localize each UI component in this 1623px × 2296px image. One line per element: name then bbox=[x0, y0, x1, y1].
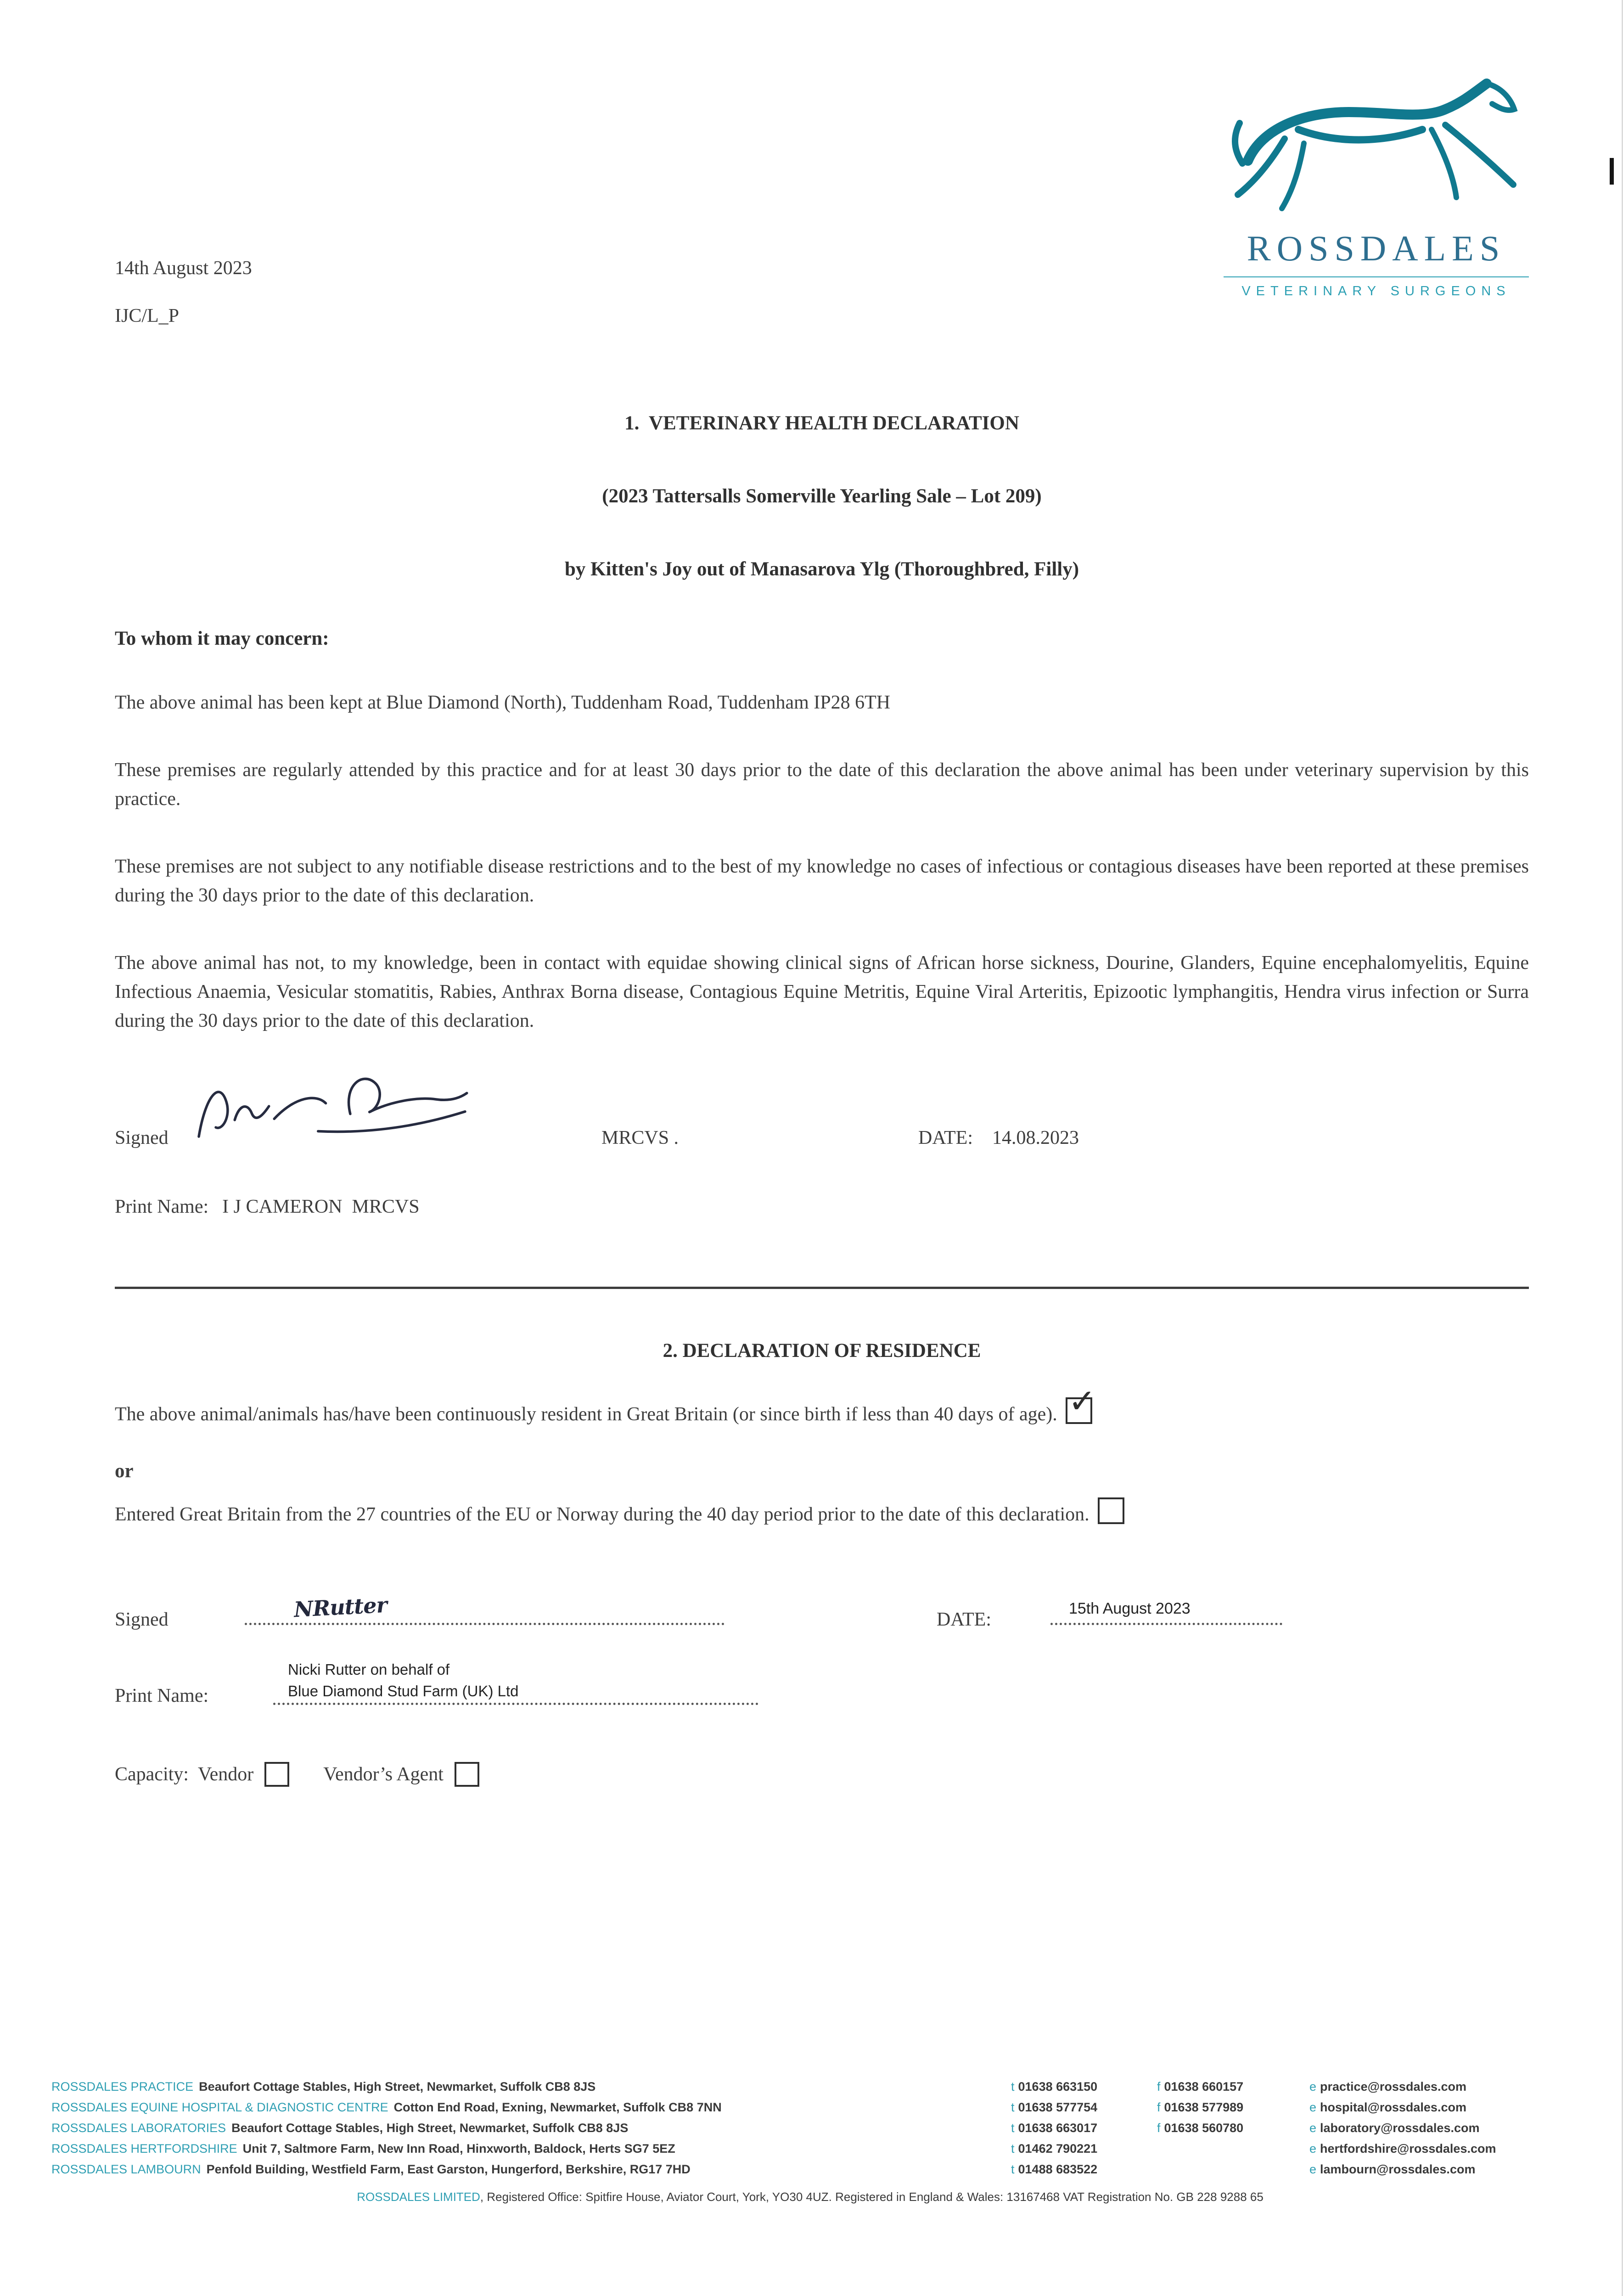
fax-number: 01638 660157 bbox=[1164, 2080, 1244, 2093]
registered-office-line bbox=[51, 2190, 1569, 2204]
footer-row bbox=[51, 2159, 1569, 2180]
vendor-signature-row bbox=[115, 1585, 1529, 1631]
paragraph-supervision: These premises are regularly attended by this practice and for at least 30 days prior to the date of this declaration the above animal has been under veterinary supervision by this practice. bbox=[115, 760, 1529, 810]
vendor-signature: NRutter bbox=[293, 1592, 387, 1622]
email-address: hertfordshire@rossdales.com bbox=[1320, 2142, 1496, 2155]
vet-signature bbox=[177, 1053, 484, 1160]
signed-label-2: Signed bbox=[115, 1609, 168, 1630]
residence-checkbox[interactable] bbox=[1066, 1382, 1096, 1424]
email-address: laboratory@rossdales.com bbox=[1320, 2121, 1480, 2135]
email-prefix: e bbox=[1309, 2121, 1317, 2135]
fax-prefix: f bbox=[1157, 2100, 1161, 2114]
signature-dotted-line[interactable] bbox=[245, 1623, 724, 1625]
vendor-label: Vendor bbox=[197, 1763, 254, 1785]
print-name-line-2: Blue Diamond Stud Farm (UK) Ltd bbox=[288, 1682, 519, 1699]
residence-option-text: The above animal/animals has/have been continuously resident in Great Britain (or since birth if less than 40 days of age). bbox=[115, 1404, 1057, 1425]
print-name-lines[interactable] bbox=[273, 1659, 758, 1705]
qualification-label: MRCVS . bbox=[601, 1127, 679, 1148]
date-value: 14.08.2023 bbox=[992, 1127, 1079, 1148]
entered-option bbox=[115, 1489, 1529, 1541]
print-name-row bbox=[115, 1196, 1529, 1218]
registered-company-name: ROSSDALES LIMITED bbox=[357, 2190, 480, 2204]
email-address: lambourn@rossdales.com bbox=[1320, 2162, 1476, 2176]
tel-prefix: t bbox=[1011, 2142, 1015, 2155]
print-name-row-2 bbox=[115, 1646, 1529, 1711]
paragraph-contact-diseases: The above animal has not, to my knowledge, been in contact with equidae showing clinical signs of African horse sickness, Dourine, Glanders, Equine encephalomyelitis, Equine Infectious Anaemia, Vesicular stomatitis, Rabies, Anthrax Borna disease, Contagious Equine Metritis, Equine Viral Arteritis, Epizootic lymphangitis, Hendra virus infection or Surra during the 30 days prior to the date of this declaration. bbox=[115, 952, 1529, 1031]
tel-number: 01488 683522 bbox=[1018, 2162, 1098, 2176]
footer-row bbox=[51, 2118, 1569, 2138]
practice-address: Penfold Building, Westfield Farm, East Garston, Hungerford, Berkshire, RG17 7HD bbox=[206, 2162, 691, 2176]
tel-prefix: t bbox=[1011, 2121, 1015, 2135]
email-prefix: e bbox=[1309, 2100, 1317, 2114]
email-prefix: e bbox=[1309, 2080, 1317, 2093]
check-icon: ✓ bbox=[1068, 1382, 1096, 1420]
practice-address: Beaufort Cottage Stables, High Street, Newmarket, Suffolk CB8 8JS bbox=[231, 2121, 629, 2135]
tel-number: 01462 790221 bbox=[1018, 2142, 1098, 2155]
vet-signature-row bbox=[115, 1116, 1529, 1149]
tel-prefix: t bbox=[1011, 2080, 1015, 2093]
section1-title: 1. VETERINARY HEALTH DECLARATION bbox=[624, 412, 1019, 434]
salutation: To whom it may concern: bbox=[115, 628, 329, 649]
fax-prefix: f bbox=[1157, 2121, 1161, 2135]
sale-subtitle: (2023 Tattersalls Somerville Yearling Sale – Lot 209) bbox=[602, 485, 1042, 507]
registered-details: , Registered Office: Spitfire House, Aviator Court, York, YO30 4UZ. Registered in England & Wales: 13167468 VAT Registration No. GB 228 9288 65 bbox=[480, 2190, 1264, 2204]
print-name-line-1: Nicki Rutter on behalf of bbox=[288, 1661, 450, 1678]
footer-row bbox=[51, 2077, 1569, 2097]
reference-code: IJC/L_P bbox=[115, 305, 180, 326]
or-label: or bbox=[115, 1460, 134, 1482]
practice-name: ROSSDALES PRACTICE bbox=[51, 2080, 194, 2093]
fax-number: 01638 560780 bbox=[1164, 2121, 1244, 2135]
footer-row bbox=[51, 2138, 1569, 2159]
email-prefix: e bbox=[1309, 2162, 1317, 2176]
residence-option bbox=[115, 1382, 1529, 1441]
logo-brand-text: ROSSDALES bbox=[1247, 228, 1506, 268]
tel-prefix: t bbox=[1011, 2162, 1015, 2176]
email-prefix: e bbox=[1309, 2142, 1317, 2155]
tel-number: 01638 663150 bbox=[1018, 2080, 1098, 2093]
tel-prefix: t bbox=[1011, 2100, 1015, 2114]
document-body bbox=[115, 0, 1529, 1787]
date-value-2: 15th August 2023 bbox=[1069, 1599, 1191, 1617]
print-name-label: Print Name: bbox=[115, 1196, 209, 1217]
tel-number: 01638 663017 bbox=[1018, 2121, 1098, 2135]
entered-option-text: Entered Great Britain from the 27 countries of the EU or Norway during the 40 day period prior to the date of this declaration. bbox=[115, 1504, 1089, 1525]
practice-name: ROSSDALES LAMBOURN bbox=[51, 2162, 201, 2176]
date-label-2: DATE: bbox=[937, 1609, 991, 1630]
date-dotted-line[interactable] bbox=[1050, 1623, 1282, 1625]
vendor-checkbox[interactable] bbox=[264, 1762, 289, 1787]
capacity-row bbox=[115, 1762, 1529, 1787]
fax-prefix: f bbox=[1157, 2080, 1161, 2093]
vendors-agent-checkbox[interactable] bbox=[455, 1762, 479, 1787]
practice-address: Beaufort Cottage Stables, High Street, Newmarket, Suffolk CB8 8JS bbox=[199, 2080, 596, 2093]
entered-checkbox[interactable] bbox=[1098, 1497, 1124, 1524]
scan-artifact bbox=[1610, 158, 1614, 185]
practice-name: ROSSDALES HERTFORDSHIRE bbox=[51, 2142, 237, 2155]
section2-title: 2. DECLARATION OF RESIDENCE bbox=[663, 1340, 981, 1362]
email-address: practice@rossdales.com bbox=[1320, 2080, 1467, 2093]
tel-number: 01638 577754 bbox=[1018, 2100, 1098, 2114]
print-name-value: I J CAMERON MRCVS bbox=[222, 1196, 420, 1217]
practice-address: Cotton End Road, Exning, Newmarket, Suffolk CB8 7NN bbox=[393, 2100, 722, 2114]
print-name-label-2: Print Name: bbox=[115, 1685, 209, 1706]
capacity-label: Capacity: bbox=[115, 1763, 189, 1785]
paragraph-restrictions: These premises are not subject to any notifiable disease restrictions and to the best of my knowledge no cases of infectious or contagious diseases have been reported at these premises during the 30 days prior to the date of this declaration. bbox=[115, 856, 1529, 906]
practice-address: Unit 7, Saltmore Farm, New Inn Road, Hinxworth, Baldock, Herts SG7 5EZ bbox=[242, 2142, 675, 2155]
fax-number: 01638 577989 bbox=[1164, 2100, 1244, 2114]
signed-label: Signed bbox=[115, 1127, 168, 1148]
horse-subtitle: by Kitten's Joy out of Manasarova Ylg (Thoroughbred, Filly) bbox=[564, 558, 1079, 580]
letterhead-footer bbox=[51, 2077, 1569, 2204]
email-address: hospital@rossdales.com bbox=[1320, 2100, 1466, 2114]
date-label: DATE: bbox=[918, 1127, 973, 1148]
logo-tagline: VETERINARY SURGEONS bbox=[1224, 276, 1529, 299]
vendors-agent-label: Vendor’s Agent bbox=[323, 1763, 444, 1785]
section-divider bbox=[115, 1287, 1529, 1289]
practice-name: ROSSDALES LABORATORIES bbox=[51, 2121, 226, 2135]
practice-name: ROSSDALES EQUINE HOSPITAL & DIAGNOSTIC CENTRE bbox=[51, 2100, 388, 2114]
paragraph-kept-at: The above animal has been kept at Blue Diamond (North), Tuddenham Road, Tuddenham IP28 6TH bbox=[115, 692, 891, 713]
footer-row bbox=[51, 2097, 1569, 2118]
letter-date: 14th August 2023 bbox=[115, 258, 252, 279]
